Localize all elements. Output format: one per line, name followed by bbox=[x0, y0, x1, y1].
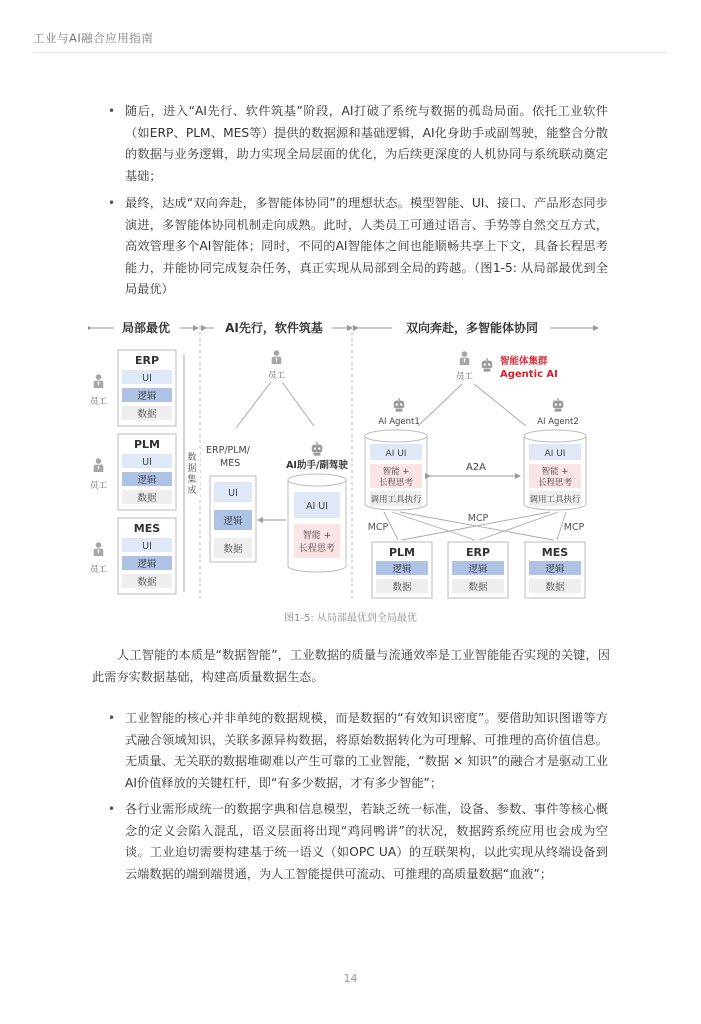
svg-text:智能 +: 智能 + bbox=[382, 467, 410, 477]
svg-text:据: 据 bbox=[187, 464, 197, 474]
robot-icon bbox=[394, 398, 405, 412]
svg-text:调用工具执行: 调用工具执行 bbox=[529, 495, 581, 505]
svg-text:PLM: PLM bbox=[388, 546, 416, 559]
assistant-label: AI助手/副驾驶 bbox=[286, 460, 348, 471]
robot-icon bbox=[553, 398, 564, 412]
svg-text:ERP/PLM/: ERP/PLM/ bbox=[206, 445, 250, 456]
body-paragraph: 人工智能的本质是“数据智能”，工业数据的质量与流通效率是工业智能能否实现的关键，因此需夯实数据基础，构建高质量数据生态。 bbox=[92, 648, 610, 684]
svg-text:AI UI: AI UI bbox=[305, 501, 329, 512]
bullet-text: 各行业需形成统一的数据字典和信息模型，若缺乏统一标准，设备、参数、事件等核心概念的定义会陷入混乱，语义层面将出现“鸡同鸭讲”的状况，数据跨系统应用也会成为空谈。工业迫切需要构建基于统一语义（如OPC UA）的互联架构，以此实现从终端设备到云端数据的端到端贯通，为人工智能提供可流动、可推理的高质量数据“血液”； bbox=[125, 802, 608, 881]
left-system-mes bbox=[118, 518, 176, 594]
svg-text:数据: 数据 bbox=[223, 544, 243, 555]
svg-text:数据: 数据 bbox=[137, 493, 157, 504]
left-system-plm bbox=[118, 434, 176, 510]
svg-text:员工: 员工 bbox=[267, 371, 286, 381]
agent2-cylinder bbox=[524, 430, 586, 510]
ai-assistant-cylinder bbox=[288, 474, 346, 572]
right-system-mes bbox=[525, 542, 585, 598]
svg-text:智能 +: 智能 + bbox=[302, 531, 332, 541]
right-system-plm bbox=[372, 542, 432, 598]
robot-icon bbox=[482, 358, 493, 372]
svg-text:员工: 员工 bbox=[89, 397, 108, 407]
right-system-erp bbox=[448, 542, 508, 598]
svg-text:数据: 数据 bbox=[468, 582, 488, 593]
erp-plm-mes-label bbox=[206, 445, 251, 469]
cluster-subtitle: Agentic AI bbox=[500, 369, 558, 380]
header-rule bbox=[33, 52, 668, 53]
svg-text:长程思考: 长程思考 bbox=[378, 478, 414, 488]
employee-icon bbox=[460, 351, 470, 365]
bullet-dot-icon: • bbox=[108, 711, 116, 725]
svg-text:ERP: ERP bbox=[465, 546, 491, 559]
employee-icon bbox=[94, 458, 104, 472]
svg-text:ERP: ERP bbox=[134, 354, 160, 367]
employee-icon bbox=[272, 350, 282, 364]
svg-text:逻辑: 逻辑 bbox=[392, 564, 412, 575]
bullet-text: 工业智能的核心并非单纯的数据规模，而是数据的“有效知识密度”。要借助知识图谱等方式融合领域知识，关联多源异构数据，将原始数据转化为可理解、可推理的高价值信息。无质量、无关联的数据堆砌难以产生可靠的工业智能，“数据 × 知识”的融合才是驱动工业AI价值释放的关键杠杆，即“有多少数据，才有多少智能”； bbox=[125, 711, 608, 790]
svg-text:员工: 员工 bbox=[89, 565, 108, 575]
bullet-dot-icon: • bbox=[108, 802, 116, 816]
employee-icon bbox=[94, 374, 104, 388]
agent1-cylinder bbox=[365, 430, 427, 510]
svg-text:逻辑: 逻辑 bbox=[223, 516, 243, 527]
svg-text:MES: MES bbox=[133, 522, 161, 535]
left-system-erp bbox=[118, 350, 176, 426]
bullet-text: 随后，进入“AI先行、软件筑基”阶段，AI打破了系统与数据的孤岛局面。依托工业软件（如ERP、PLM、MES等）提供的数据源和基础逻辑，AI化身助手或副驾驶，能整合分散的数据与业务逻辑，助力实现全局层面的优化，为后续更深度的人机协同与系统联动奠定基础； bbox=[125, 104, 608, 183]
page-number: 14 bbox=[343, 972, 358, 985]
svg-text:数据: 数据 bbox=[137, 409, 157, 420]
figure-local-to-global bbox=[88, 318, 602, 608]
svg-text:MES: MES bbox=[220, 458, 241, 469]
svg-text:UI: UI bbox=[142, 541, 152, 552]
mcp-label: MCP bbox=[367, 522, 389, 533]
svg-text:数据: 数据 bbox=[137, 577, 157, 588]
svg-text:PLM: PLM bbox=[133, 438, 161, 451]
section-label-multi-agent: 双向奔赴，多智能体协同 bbox=[405, 321, 539, 335]
svg-text:逻辑: 逻辑 bbox=[545, 564, 565, 575]
section-label-local: 局部最优 bbox=[121, 321, 171, 335]
svg-text:MES: MES bbox=[541, 546, 569, 559]
svg-text:数据: 数据 bbox=[545, 582, 565, 593]
section-label-ai-first: AI先行，软件筑基 bbox=[225, 321, 323, 335]
svg-text:逻辑: 逻辑 bbox=[137, 475, 157, 486]
svg-text:AI UI: AI UI bbox=[385, 449, 407, 459]
svg-text:逻辑: 逻辑 bbox=[468, 564, 488, 575]
bullet-item bbox=[108, 101, 608, 187]
svg-text:集: 集 bbox=[187, 475, 197, 485]
mcp-label: MCP bbox=[467, 513, 489, 524]
bullet-dot-icon: • bbox=[108, 104, 116, 118]
svg-text:员工: 员工 bbox=[89, 481, 108, 491]
a2a-label: A2A bbox=[465, 462, 487, 473]
svg-text:调用工具执行: 调用工具执行 bbox=[370, 495, 422, 505]
svg-text:长程思考: 长程思考 bbox=[537, 478, 573, 488]
agent2-label: AI Agent2 bbox=[537, 417, 579, 427]
running-header: 工业与AI融合应用指南 bbox=[33, 31, 154, 45]
svg-text:UI: UI bbox=[142, 457, 152, 468]
bullet-item bbox=[108, 799, 608, 885]
middle-software-stack bbox=[210, 476, 256, 562]
bullet-text: 最终，达成“双向奔赴，多智能体协同”的理想状态。模型智能、UI、接口、产品形态同步演进，多智能体协同机制走向成熟。此时，人类员工可通过语言、手势等自然交互方式，高效管理多个AI智能体；同时，不同的AI智能体之间也能顺畅共享上下文，具备长程思考能力，并能协同完成复杂任务，真正实现从局部到全局的跨越。（图1-5: 从局部最优到全局最优） bbox=[125, 196, 608, 296]
svg-text:数: 数 bbox=[187, 453, 197, 463]
svg-text:逻辑: 逻辑 bbox=[137, 559, 157, 570]
svg-text:AI UI: AI UI bbox=[544, 449, 566, 459]
svg-text:成: 成 bbox=[187, 486, 197, 496]
employee-icon bbox=[94, 542, 104, 556]
svg-text:员工: 员工 bbox=[455, 372, 474, 382]
agent1-label: AI Agent1 bbox=[378, 417, 420, 427]
bullet-item bbox=[108, 708, 608, 794]
data-integration-label bbox=[186, 448, 200, 498]
svg-text:UI: UI bbox=[228, 488, 238, 499]
bullet-dot-icon: • bbox=[108, 196, 116, 210]
bullet-item bbox=[108, 193, 608, 301]
figure-caption: 图1-5: 从局部最优到全局最优 bbox=[284, 613, 417, 624]
svg-text:数据: 数据 bbox=[392, 582, 412, 593]
svg-text:智能 +: 智能 + bbox=[541, 467, 569, 477]
svg-text:UI: UI bbox=[142, 373, 152, 384]
mcp-label: MCP bbox=[563, 522, 585, 533]
svg-text:长程思考: 长程思考 bbox=[298, 544, 336, 554]
svg-text:逻辑: 逻辑 bbox=[137, 391, 157, 402]
robot-icon bbox=[312, 442, 323, 456]
cluster-title: 智能体集群 bbox=[500, 356, 548, 367]
